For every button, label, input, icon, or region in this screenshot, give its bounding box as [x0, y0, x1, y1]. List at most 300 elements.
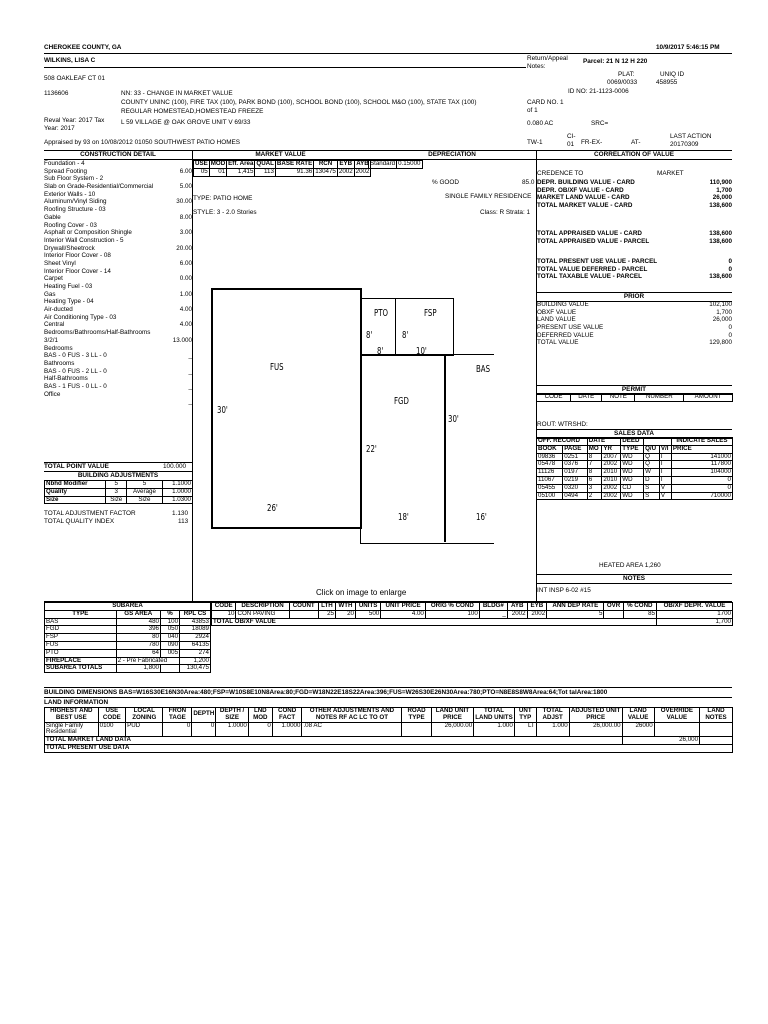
- prior-row-label: LAND VALUE: [537, 316, 576, 324]
- sales-cell: 11067: [537, 476, 563, 484]
- construction-item-sub: 3/2/1: [44, 336, 59, 344]
- sales-data-title: SALES DATA: [536, 429, 732, 439]
- construction-item: [44, 283, 192, 291]
- sales-cell: 2002: [602, 492, 621, 500]
- subarea-cell: FUS: [45, 641, 117, 649]
- sales-sub-header: V/I: [659, 445, 671, 453]
- sales-sub-header: PAGE: [563, 445, 587, 453]
- construction-item-detail: [44, 352, 192, 360]
- land-cell: [700, 722, 733, 737]
- appraised-row: [537, 230, 732, 238]
- construction-item-sub: BAS - 0 FUS - 3 LL - 0: [44, 352, 107, 360]
- sketch-label-fus: FUS: [270, 362, 284, 373]
- land-col-header: LOCAL ZONING: [126, 708, 163, 723]
- subarea-cell: 040: [160, 634, 179, 642]
- land-cell: 1.0000: [272, 722, 302, 737]
- land-table: [44, 707, 733, 753]
- construction-item-value: 6.00: [179, 259, 192, 267]
- construction-item: [44, 222, 192, 230]
- prior-row: [537, 301, 732, 309]
- obxf-cell: 5: [547, 610, 604, 618]
- correlation-row-label: TOTAL MARKET VALUE - CARD: [537, 202, 633, 210]
- taxable-row-value: 138,600: [709, 273, 732, 281]
- subarea-row: [45, 626, 211, 634]
- construction-item-value: _: [188, 382, 192, 390]
- taxable-row-label: TOTAL PRESENT USE VALUE - PARCEL: [537, 258, 658, 265]
- construction-item-value: 20.00: [176, 244, 192, 252]
- total-quality-label: TOTAL QUALITY INDEX: [44, 518, 115, 525]
- parcel-id: Parcel: 21 N 12 H 220: [583, 58, 648, 65]
- construction-item-sub: Aluminum/Vinyl Siding: [44, 198, 107, 206]
- land-cell: PUD: [126, 722, 163, 737]
- sales-cell: 0376: [563, 461, 587, 469]
- construction-item-sub: Sheet Vinyl: [44, 259, 76, 267]
- sketch-label-fgd-bottom: 18': [398, 512, 409, 523]
- subarea-row: [45, 634, 211, 642]
- construction-item-value: 0.00: [179, 275, 192, 283]
- residence-type: SINGLE FAMILY RESIDENCE: [445, 193, 532, 200]
- obxf-cell: 4.00: [381, 610, 426, 618]
- construction-item-label: Foundation - 4: [44, 160, 85, 167]
- property-address: 508 OAKLEAF CT 01: [44, 75, 105, 82]
- construction-item: [44, 191, 192, 199]
- sketch-label-fus-bottom: 26': [267, 503, 278, 514]
- subarea-cell: 050: [160, 626, 179, 634]
- sales-cell: 05455: [537, 484, 563, 492]
- sales-cell: WD: [621, 453, 644, 461]
- construction-title: CONSTRUCTION DETAIL: [80, 151, 156, 158]
- market-value-title: MARKET VALUE: [255, 151, 306, 158]
- sales-cell: 0494: [563, 492, 587, 500]
- taxable-row-label: TOTAL VALUE DEFERRED - PARCEL: [537, 265, 648, 273]
- ci-code: CI-: [567, 133, 576, 140]
- building-sketch[interactable]: [193, 280, 536, 540]
- sales-cell: 117800: [671, 461, 732, 469]
- subarea-cell: 090: [160, 641, 179, 649]
- sales-cell: 05478: [537, 461, 563, 469]
- card-number: CARD NO. 1: [527, 99, 564, 106]
- fireplace-label: FIREPLACE: [45, 657, 117, 665]
- permit-table: [536, 393, 733, 402]
- sales-cell: 2010: [602, 476, 621, 484]
- taxable-row-value: 0: [728, 265, 732, 273]
- sketch-label-fgd: FGD: [394, 396, 409, 407]
- market-col-header: USE: [195, 160, 208, 167]
- sales-cell: Q: [644, 453, 660, 461]
- construction-item-label: Air Conditioning Type - 03: [44, 313, 117, 321]
- appraised-row-value: 138,600: [709, 230, 732, 237]
- market-col-header: QUAL: [256, 160, 274, 167]
- enlarge-image-link[interactable]: Click on image to enlarge: [316, 588, 407, 597]
- land-col-header: OTHER ADJUSTMENTS AND NOTES RF AC LC TO OT: [302, 708, 402, 723]
- sales-cell: 141000: [671, 453, 732, 461]
- subarea-cell: 100: [160, 618, 179, 626]
- building-style: STYLE: 3 - 2.0 Stories: [193, 209, 257, 216]
- reval-year: Reval Year: 2017 Tax: [44, 117, 105, 124]
- construction-item-detail: [44, 368, 192, 376]
- obxf-cell: 2002: [507, 610, 527, 618]
- heated-area: HEATED AREA 1,260: [599, 562, 661, 569]
- land-col-header: FRON TAGE: [163, 708, 192, 723]
- notes-text: INT INSP 6-02 #15: [537, 587, 591, 594]
- sales-cell: 2: [587, 492, 602, 500]
- card-of: of 1: [527, 107, 538, 114]
- sales-table: [536, 437, 733, 500]
- appraised-row-value: 138,600: [709, 237, 732, 245]
- construction-item-sub: Slab on Grade-Residential/Commercial: [44, 183, 154, 191]
- land-col-header: LAND NOTES: [700, 708, 733, 723]
- market-value-table: [193, 160, 371, 177]
- obxf-cell: CON PAVING: [236, 610, 289, 618]
- fr-ex-code: FR-EX-: [581, 139, 603, 146]
- total-quality-value: 113: [178, 518, 189, 525]
- adjustment-row: [45, 496, 193, 504]
- sketch-label-pto-side: 8': [366, 330, 373, 341]
- construction-item: [44, 237, 192, 245]
- construction-item-label: Interior Wall Construction - 5: [44, 236, 124, 244]
- construction-item-label: Exterior Walls - 10: [44, 190, 96, 198]
- subarea-totals-area: 1,800: [116, 665, 160, 673]
- market-cell: 130475: [315, 167, 336, 175]
- construction-item-label: Heating Fuel - 03: [44, 283, 93, 290]
- standard-label: Standard: [370, 160, 396, 167]
- adjustment-code: 5: [106, 481, 127, 489]
- sales-row: [537, 492, 733, 500]
- sales-cell: Q: [644, 461, 660, 469]
- uniq-id-label: UNIQ ID: [660, 71, 685, 78]
- class-strata: Class: R Strata: 1: [480, 209, 531, 216]
- legal-description: L 59 VILLAGE @ OAK GROVE UNIT V 69/33: [121, 119, 251, 126]
- sketch-label-bas-bottom: 16': [476, 512, 487, 523]
- market-col-header: RCN: [314, 161, 338, 169]
- sales-cell: 6: [587, 476, 602, 484]
- construction-item: [44, 160, 192, 168]
- construction-item-detail: [44, 306, 192, 314]
- subarea-col-header: TYPE: [45, 610, 117, 618]
- sales-sub-header: MO: [587, 445, 602, 453]
- construction-item-label: Bathrooms: [44, 359, 75, 367]
- taxable-row: [537, 266, 732, 274]
- building-type: TYPE: PATIO HOME: [193, 195, 253, 202]
- subarea-totals-value: 130,475: [180, 665, 211, 673]
- construction-item-sub: Carpet: [44, 275, 63, 283]
- sketch-label-bas-side: 30': [448, 414, 459, 425]
- obxf-col-header: COUNT: [289, 603, 318, 611]
- land-col-header: LAND UNIT PRICE: [431, 708, 473, 723]
- obxf-col-header: BLDG#: [479, 603, 507, 611]
- market-cell: 1,415: [227, 168, 255, 176]
- obxf-cell: 2002: [527, 610, 547, 618]
- construction-item-value: 4.00: [179, 306, 192, 314]
- sales-row: [537, 484, 733, 492]
- permit-title: PERMIT: [536, 385, 732, 395]
- at-code: AT-: [631, 139, 641, 146]
- construction-item-value: 3.00: [179, 229, 192, 237]
- prior-title: PRIOR: [536, 292, 732, 302]
- subarea-totals-label: SUBAREA TOTALS: [45, 665, 117, 673]
- subarea-cell: 274: [180, 649, 211, 657]
- sales-cell: S: [644, 484, 660, 492]
- obxf-cell: 100: [425, 610, 479, 618]
- adjustment-name: Size: [45, 496, 106, 504]
- sketch-label-pto: PTO: [374, 308, 389, 319]
- sales-cell: I: [659, 453, 671, 461]
- appraised-row-label: TOTAL APPRAISED VALUE - CARD: [537, 230, 642, 237]
- construction-item-detail: [44, 398, 192, 406]
- construction-item-value: _: [188, 367, 192, 375]
- prior-row-label: BUILDING VALUE: [537, 301, 589, 308]
- construction-item-sub: BAS - 1 FUS - 0 LL - 0: [44, 382, 107, 390]
- construction-item-sub: Drywall/Sheetrock: [44, 244, 95, 252]
- nn-code: NN: 33 - CHANGE IN MARKET VALUE: [121, 90, 233, 97]
- total-point-value: 100.000: [163, 463, 187, 470]
- sales-head-deed: DEED: [621, 438, 644, 446]
- building-adjustments-table: [44, 480, 193, 504]
- land-cell: [402, 722, 431, 737]
- percent-good-label: % GOOD: [432, 179, 459, 186]
- correlation-row-label: DEPR. BUILDING VALUE - CARD: [537, 179, 635, 186]
- sales-cell: 2002: [602, 484, 621, 492]
- construction-item-detail: [44, 337, 192, 345]
- construction-item: [44, 360, 192, 368]
- sales-sub-header: YR: [602, 445, 621, 453]
- obxf-cell: 20: [335, 610, 355, 618]
- sales-cell: WD: [621, 492, 644, 500]
- subarea-cell: FGD: [45, 626, 117, 634]
- exemptions-line-1: COUNTY UNINC (100), FIRE TAX (100), PARK BOND (100), SCHOOL BOND (100), SCHOOL M&O (100), STATE TAX (100): [121, 99, 477, 106]
- adjustment-desc: Size: [127, 496, 163, 504]
- sales-cell: 710000: [671, 492, 732, 500]
- prior-row-value: 0: [728, 324, 732, 332]
- construction-item-detail: [44, 229, 192, 237]
- subarea-cell: 18089: [180, 626, 211, 634]
- obxf-cell: 25: [318, 610, 335, 618]
- sales-cell: W: [644, 469, 660, 477]
- correlation-row: [537, 187, 732, 195]
- land-cell: 26,000.00: [431, 722, 473, 737]
- construction-item-sub: Asphalt or Composition Shingle: [44, 229, 132, 237]
- sales-cell: D: [644, 476, 660, 484]
- obxf-col-header: UNITS: [355, 603, 380, 611]
- plat-value: 0069/0033: [607, 79, 638, 86]
- construction-item: [44, 252, 192, 260]
- uniq-id-value: 458955: [656, 79, 678, 86]
- land-col-header: OVERRIDE VALUE: [654, 708, 699, 723]
- sales-cell: I: [659, 476, 671, 484]
- exemptions-line-2: REGULAR HOMESTEAD,HOMESTEAD FREEZE: [121, 108, 264, 115]
- percent-good-value: 85.0: [522, 179, 535, 186]
- total-market-land-value: 26,000: [622, 737, 699, 745]
- land-cell: 1.000: [536, 722, 569, 737]
- obxf-col-header: UNIT PRICE: [381, 603, 426, 611]
- construction-item-label: Heating Type - 04: [44, 298, 94, 306]
- sales-cell: 3: [587, 484, 602, 492]
- correlation-row-value: 1,700: [716, 186, 732, 194]
- taxable-row: [537, 258, 732, 266]
- obxf-cell: _: [479, 610, 507, 618]
- subarea-cell: 780: [116, 641, 160, 649]
- permit-col-header: AMOUNT: [684, 394, 733, 402]
- construction-item-sub: Gable: [44, 213, 61, 221]
- subarea-row: [45, 641, 211, 649]
- standard-value: 0.15000: [398, 160, 421, 167]
- return-appeal: Return/Appeal: [527, 55, 568, 62]
- sales-cell: 7: [587, 461, 602, 469]
- construction-item-label: Office: [44, 390, 61, 398]
- sales-cell: 11126: [537, 469, 563, 477]
- construction-item-sub: BAS - 0 FUS - 2 LL - 0: [44, 367, 107, 375]
- sales-cell: 8: [587, 469, 602, 477]
- prior-row: [537, 309, 732, 317]
- sales-head-record: OFF. RECORD: [537, 438, 588, 446]
- subarea-title: SUBAREA: [45, 603, 211, 611]
- sales-cell: 0251: [563, 453, 587, 461]
- land-col-header: LND MOD: [248, 708, 272, 723]
- market-cell: 01: [209, 168, 226, 176]
- market-cell: 2002: [338, 167, 353, 175]
- ci-code-value: 01: [567, 141, 575, 148]
- adjustment-name: Quality: [45, 488, 106, 496]
- construction-item-detail: [44, 198, 192, 206]
- obxf-col-header: LTH: [318, 603, 335, 611]
- land-info-title: LAND INFORMATION: [44, 699, 109, 706]
- sales-cell: 0: [671, 476, 732, 484]
- construction-item: [44, 206, 192, 214]
- subarea-cell: BAS: [45, 618, 117, 626]
- market-col-header: MOD: [210, 160, 226, 167]
- appraised-row: [537, 238, 732, 246]
- obxf-col-header: OVR: [604, 603, 623, 611]
- adjustment-row: [45, 488, 193, 496]
- land-col-header: HIGHEST AND BEST USE: [45, 708, 99, 723]
- adjustment-name: Nbhd Modifier: [45, 481, 106, 489]
- account-number: 1136606: [44, 90, 69, 97]
- sales-cell: 104000: [671, 469, 732, 477]
- sales-cell: 0320: [563, 484, 587, 492]
- sales-cell: S: [644, 492, 660, 500]
- sales-head-date: DATE: [587, 438, 621, 446]
- sales-cell: V: [659, 492, 671, 500]
- construction-item-value: 5.00: [179, 183, 192, 191]
- construction-item-detail: [44, 321, 192, 329]
- correlation-card-values: [537, 179, 732, 210]
- obxf-col-header: EYB: [527, 603, 547, 611]
- construction-detail-list: [44, 160, 192, 406]
- last-action-label: LAST ACTION: [670, 133, 712, 140]
- permit-col-header: CODE: [537, 394, 571, 402]
- subarea-table: [44, 602, 211, 673]
- construction-item: [44, 314, 192, 322]
- land-col-header: COND FACT: [272, 708, 302, 723]
- construction-item-label: Bedrooms/Bathrooms/Half-Bathrooms: [44, 329, 151, 337]
- prior-row: [537, 339, 732, 347]
- print-datetime: 10/9/2017 5:46:15 PM: [656, 44, 720, 51]
- subarea-cell: 396: [116, 626, 160, 634]
- sketch-label-pto-bottom: 8': [377, 346, 384, 357]
- sales-sub-header: PRICE: [671, 445, 732, 453]
- adjustment-desc: 5: [127, 481, 163, 489]
- land-col-header: DEPTH: [192, 708, 216, 723]
- construction-item-detail: [44, 383, 192, 391]
- permit-col-header: DATE: [571, 394, 602, 402]
- construction-item: [44, 298, 192, 306]
- land-cell: 26000: [622, 722, 654, 737]
- construction-item-value: 30.00: [176, 198, 192, 206]
- construction-item-label: Half-Bathrooms: [44, 375, 88, 383]
- construction-item-label: Roofing Structure - 03: [44, 206, 106, 214]
- total-market-land-label: TOTAL MARKET LAND DATA: [45, 737, 623, 745]
- taxable-row-label: TOTAL TAXABLE VALUE - PARCEL: [537, 273, 642, 281]
- sales-cell: WD: [621, 469, 644, 477]
- total-present-use-label: TOTAL PRESENT USE DATA: [45, 744, 733, 752]
- correlation-taxable-values: [537, 258, 732, 281]
- obxf-col-header: ANN DEP RATE: [547, 603, 604, 611]
- sales-sub-header: BOOK: [537, 445, 563, 453]
- market-col-header: EYB: [337, 161, 354, 169]
- depreciation-standard: [368, 160, 423, 169]
- construction-item-value: 6.00: [179, 167, 192, 175]
- obxf-cell: 500: [355, 610, 380, 618]
- sketch-label-fsp-side: 8': [402, 330, 409, 341]
- sales-cell: 0219: [563, 476, 587, 484]
- adjustment-code: Size: [106, 496, 127, 504]
- adjustment-factor: 1.0300: [162, 496, 192, 504]
- land-cell: .08 AC: [302, 722, 402, 737]
- plat-label: PLAT:: [618, 71, 635, 78]
- land-col-header: TOTAL ADJST: [536, 708, 569, 723]
- acreage: 0.080 AC: [527, 120, 554, 127]
- notes-label: Notes:: [527, 63, 546, 70]
- construction-item: [44, 268, 192, 276]
- id-number: ID NO: 21-1123-0006: [568, 88, 629, 95]
- market-col-header: BASE RATE: [276, 160, 313, 167]
- obxf-col-header: % COND: [623, 603, 656, 611]
- obxf-cell: 85: [623, 610, 656, 618]
- land-col-header: LAND VALUE: [622, 708, 654, 723]
- land-col-header: TOTAL LAND UNITS: [475, 707, 513, 721]
- sketch-label-fsp: FSP: [424, 308, 437, 319]
- prior-row-label: DEFERRED VALUE: [537, 331, 594, 339]
- correlation-row-value: 138,600: [709, 202, 732, 210]
- obxf-col-header: DESCRIPTION: [236, 603, 289, 611]
- construction-item: [44, 391, 192, 399]
- construction-item-label: Roofing Cover - 03: [44, 221, 97, 229]
- appraised-by: Appraised by 93 on 10/08/2012 01050 SOUTHWEST PATIO HOMES: [44, 139, 241, 146]
- subarea-cell: 80: [116, 634, 160, 642]
- obxf-col-header: ORIG % COND: [425, 603, 479, 611]
- correlation-row-label: DEPR. OB/XF VALUE - CARD: [537, 186, 624, 194]
- land-cell: 0: [248, 722, 272, 737]
- subarea-cell: FSP: [45, 634, 117, 642]
- total-adjustment-label: TOTAL ADJUSTMENT FACTOR: [44, 510, 136, 517]
- src-label: SRC=: [591, 120, 609, 127]
- construction-item-detail: [44, 275, 192, 283]
- sales-cell: 2002: [602, 461, 621, 469]
- market-col-header: Eff. Area: [228, 160, 254, 167]
- sales-cell: 0: [671, 484, 732, 492]
- construction-item-label: Interior Floor Cover - 14: [44, 267, 111, 275]
- market-cell: 2002: [355, 167, 370, 175]
- construction-item: [44, 345, 192, 353]
- construction-item-detail: [44, 245, 192, 253]
- sales-cell: 0197: [563, 469, 587, 477]
- notes-title: NOTES: [536, 574, 732, 584]
- land-cell: 0100: [98, 722, 125, 737]
- market-cell: 91.36: [275, 168, 313, 176]
- obxf-cell: 10: [212, 610, 236, 618]
- subarea-cell: PTO: [45, 649, 117, 657]
- prior-row: [537, 324, 732, 332]
